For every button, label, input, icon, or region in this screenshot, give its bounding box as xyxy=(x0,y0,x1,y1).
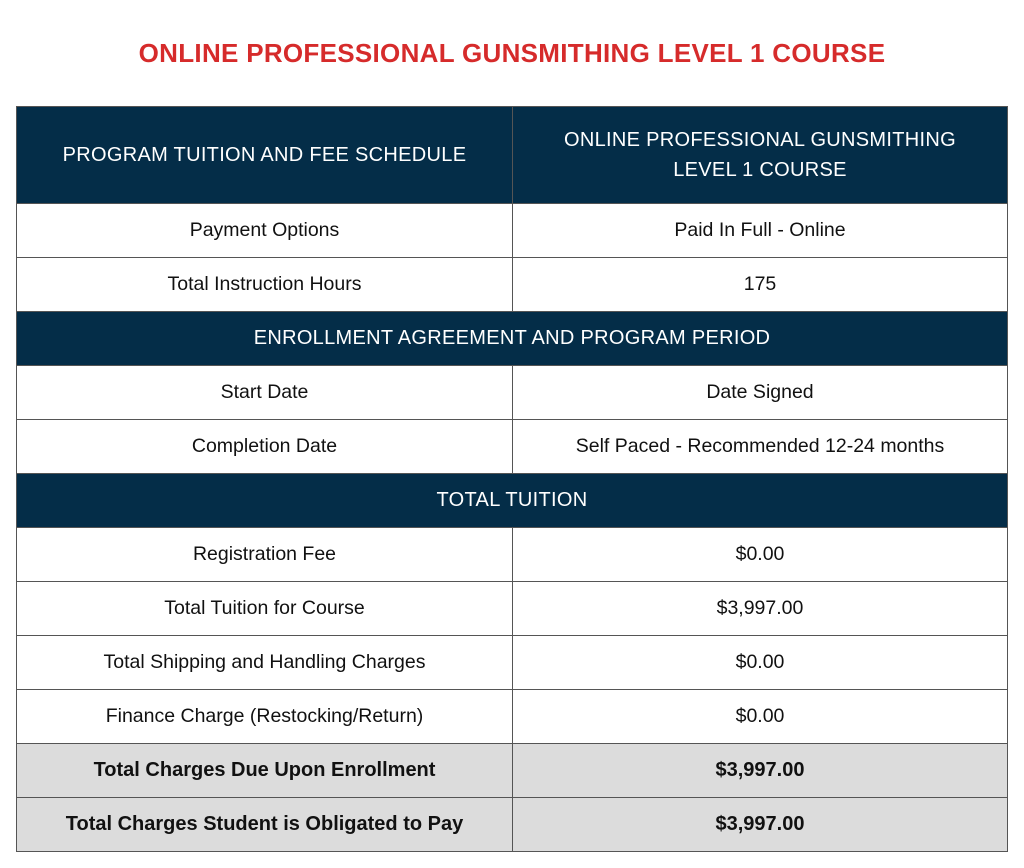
header-right-line2: LEVEL 1 COURSE xyxy=(673,159,847,181)
row-label: Total Charges Student is Obligated to Pay xyxy=(17,798,513,852)
row-label: Start Date xyxy=(17,366,513,420)
row-label: Total Instruction Hours xyxy=(17,258,513,312)
section-enrollment: ENROLLMENT AGREEMENT AND PROGRAM PERIOD xyxy=(17,312,1008,366)
row-value: $0.00 xyxy=(513,636,1008,690)
tuition-fee-table xyxy=(16,106,1008,852)
row-value: $0.00 xyxy=(513,690,1008,744)
row-value: Self Paced - Recommended 12-24 months xyxy=(513,420,1008,474)
row-value: $0.00 xyxy=(513,528,1008,582)
row-value: Paid In Full - Online xyxy=(513,204,1008,258)
row-value: 175 xyxy=(513,258,1008,312)
page-title: ONLINE PROFESSIONAL GUNSMITHING LEVEL 1 COURSE xyxy=(138,38,886,68)
table-row xyxy=(17,204,1008,258)
table-row xyxy=(17,258,1008,312)
row-label: Total Shipping and Handling Charges xyxy=(17,636,513,690)
total-row xyxy=(17,798,1008,852)
table-header-row xyxy=(17,107,1008,204)
section-tuition: TOTAL TUITION xyxy=(17,474,1008,528)
header-right-line1: ONLINE PROFESSIONAL GUNSMITHING xyxy=(564,129,956,151)
table-row xyxy=(17,528,1008,582)
header-right xyxy=(513,107,1008,204)
section-header-row xyxy=(17,312,1008,366)
header-left: PROGRAM TUITION AND FEE SCHEDULE xyxy=(17,107,513,204)
section-header-row xyxy=(17,474,1008,528)
row-label: Registration Fee xyxy=(17,528,513,582)
table-row xyxy=(17,366,1008,420)
row-label: Total Charges Due Upon Enrollment xyxy=(17,744,513,798)
row-label: Completion Date xyxy=(17,420,513,474)
row-label: Total Tuition for Course xyxy=(17,582,513,636)
total-row xyxy=(17,744,1008,798)
row-value: Date Signed xyxy=(513,366,1008,420)
table-row xyxy=(17,690,1008,744)
table-row xyxy=(17,582,1008,636)
row-label: Payment Options xyxy=(17,204,513,258)
table-row xyxy=(17,420,1008,474)
row-value: $3,997.00 xyxy=(513,798,1008,852)
row-value: $3,997.00 xyxy=(513,582,1008,636)
row-label: Finance Charge (Restocking/Return) xyxy=(17,690,513,744)
table-row xyxy=(17,636,1008,690)
row-value: $3,997.00 xyxy=(513,744,1008,798)
